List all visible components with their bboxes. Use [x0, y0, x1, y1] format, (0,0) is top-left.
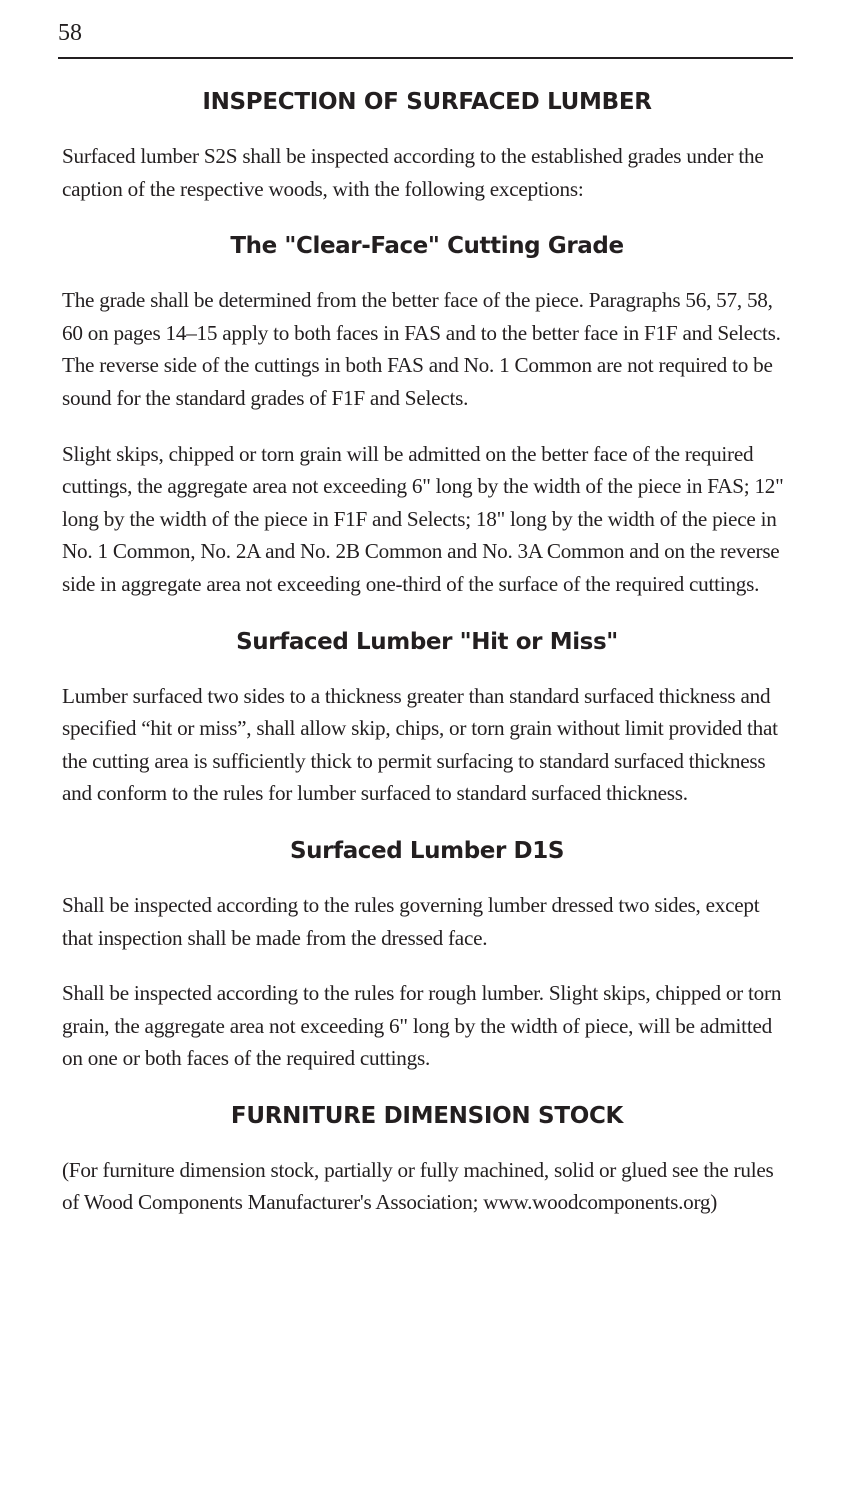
- paragraph-d1s-rough: Shall be inspected according to the rules for rough lumber. Slight skips, chipped or torn grain, the aggregate area not exceeding 6" long by the width of piece, will be admitted on one or both faces of the required cuttings.: [62, 981, 782, 1071]
- page-number: 58: [58, 20, 82, 46]
- heading-inspection-of-surfaced-lumber: INSPECTION OF SURFACED LUMBER: [202, 89, 652, 115]
- paragraph-hit-or-miss: Lumber surfaced two sides to a thickness greater than standard surfaced thickness and specified “hit or miss”, shall allow skip, chips, or torn grain without limit provided that the cutting area is sufficiently thick to permit surfacing to standard surfaced thickness and conform to the rules for lumber surfaced to standard surfaced thickness.: [62, 683, 778, 806]
- page-content: [62, 85, 792, 1219]
- paragraph-clear-face-grade: The grade shall be determined from the better face of the piece. Paragraphs 56, 57, 58, 60 on pages 14–15 apply to both faces in FAS and to the better face in F1F and Selects. The reverse side of the cuttings in both FAS and No. 1 Common are not required to be sound for the standard grades of F1F and Selects.: [62, 288, 781, 410]
- heading-furniture-dimension-stock: FURNITURE DIMENSION STOCK: [230, 1102, 624, 1129]
- heading-hit-or-miss: Surfaced Lumber "Hit or Miss": [236, 628, 618, 655]
- paragraph-inspection-intro: Surfaced lumber S2S shall be inspected according to the established grades under the caption of the respective woods, with the following exceptions:: [62, 144, 764, 201]
- heading-surfaced-lumber-d1s: Surfaced Lumber D1S: [290, 837, 564, 864]
- heading-clear-face-cutting-grade: The "Clear-Face" Cutting Grade: [230, 233, 624, 260]
- paragraph-d1s-dressed: Shall be inspected according to the rules governing lumber dressed two sides, except that inspection shall be made from the dressed face.: [62, 892, 760, 950]
- paragraph-furniture-dimension-stock: (For furniture dimension stock, partially or fully machined, solid or glued see the rules of Wood Components Manufacturer's Association; www.woodcomponents.org): [62, 1157, 774, 1215]
- header-rule: [58, 57, 793, 59]
- paragraph-clear-face-skips: Slight skips, chipped or torn grain will be admitted on the better face of the required cuttings, the aggregate area not exceeding 6" long by the width of the piece in FAS; 12" long by the width of the piece in F1F and Selects; 18" long by the width of the piece in No. 1 Common, No. 2A and No. 2B Common and No. 3A Common and on the reverse side in aggregate area not exceeding one-third of the surface of the required cuttings.: [62, 441, 784, 596]
